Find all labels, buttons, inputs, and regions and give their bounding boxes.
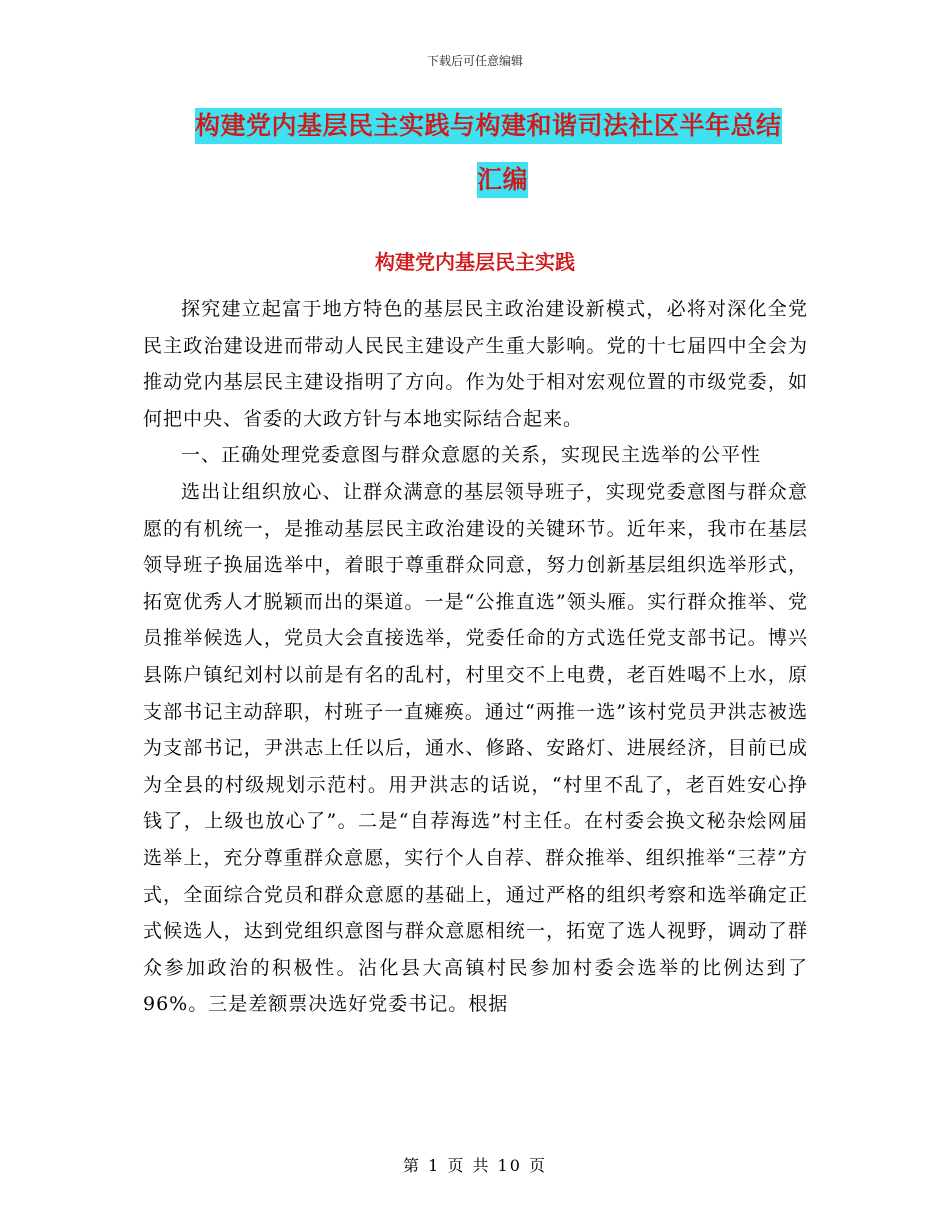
body-text xyxy=(143,291,808,1023)
paragraph-main: 选出让组织放心、让群众满意的基层领导班子，实现党委意图与群众意愿的有机统一，是推动基层民主政治建设的关键环节。近年来，我市在基层领导班子换届选举中，着眼于尊重群众同意，努力创新基层组织选举形式，拓宽优秀人才脱颖而出的渠道。一是“公推直选”领头雁。实行群众推举、党员推举候选人，党员大会直接选举，党委任命的方式选任党支部书记。博兴县陈户镇纪刘村以前是有名的乱村，村里交不上电费，老百姓喝不上水，原支部书记主动辞职，村班子一直瘫痪。通过“两推一选”该村党员尹洪志被选为支部书记，尹洪志上任以后，通水、修路、安路灯、进展经济，目前已成为全县的村级规划示范村。用尹洪志的话说，“村里不乱了，老百姓安心挣钱了，上级也放心了”。二是“自荐海选”村主任。在村委会换文秘杂烩网届选举上，充分尊重群众意愿，实行个人自荐、群众推举、组织推举“三荐”方式，全面综合党员和群众意愿的基础上，通过严格的组织考察和选举确定正式候选人，达到党组织意图与群众意愿相统一，拓宽了选人视野，调动了群众参加政治的积极性。沾化县大高镇村民参加村委会选举的比例达到了96%。三是差额票决选好党委书记。根据 xyxy=(143,480,808,1016)
document-title xyxy=(195,108,810,198)
page-number: 第 1 页 共 10 页 xyxy=(403,1156,547,1175)
title-line-2: 汇编 xyxy=(477,162,528,198)
paragraph-intro: 探究建立起富于地方特色的基层民主政治建设新模式，必将对深化全党民主政治建设进而带动人民民主建设产生重大影响。党的十七届四中全会为推动党内基层民主建设指明了方向。作为处于相对宏观位置的市级党委，如何把中央、省委的大政方针与本地实际结合起来。 xyxy=(143,298,808,430)
paragraph-heading-1: 一、正确处理党委意图与群众意愿的关系，实现民主选举的公平性 xyxy=(181,444,762,467)
title-line-1: 构建党内基层民主实践与构建和谐司法社区半年总结 xyxy=(195,108,782,144)
header-note: 下载后可任意编辑 xyxy=(426,54,523,68)
section-title: 构建党内基层民主实践 xyxy=(375,250,575,274)
